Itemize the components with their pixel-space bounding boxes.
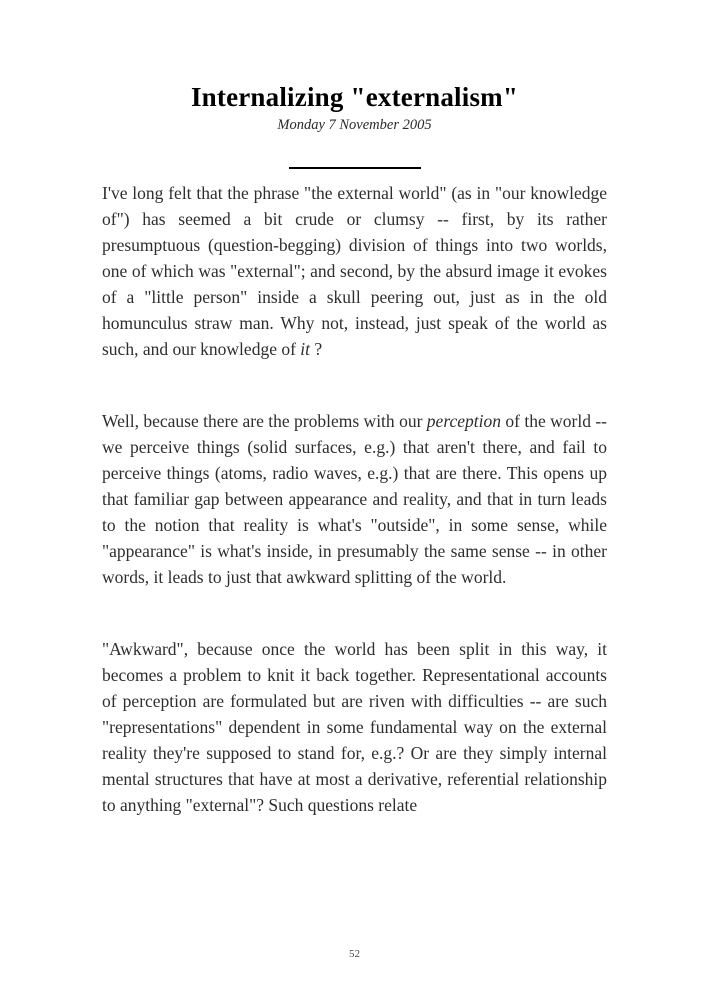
- article-body: [102, 169, 607, 818]
- paragraph: [102, 636, 607, 818]
- text-segment: "Awkward", because once the world has been split in this way, it becomes a problem to knit it back together. Representational accounts of perception are formulated but are riven with difficulties -- are such "representations" dependent in some fundamental way on the external reality they're supposed to stand for, e.g.? Or are they simply internal mental structures that have at most a derivative, referential relationship to anything "external"? Such questions relate: [102, 639, 607, 815]
- text-segment: ?: [310, 339, 323, 359]
- page-number: 52: [349, 948, 360, 960]
- emphasized-text: perception: [426, 411, 501, 431]
- text-segment: I've long felt that the phrase "the external world" (as in "our knowledge of") has seemed a bit crude or clumsy -- first, by its rather presumptuous (question-begging) division of things into two worlds, one of which was "external"; and second, by the absurd image it evokes of a "little person" inside a skull peering out, just as in the old homunculus straw man. Why not, instead, just speak of the world as such, and our knowledge of: [102, 183, 607, 359]
- text-segment: of the world -- we perceive things (solid surfaces, e.g.) that aren't there, and fail to perceive things (atoms, radio waves, e.g.) that are there. This opens up that familiar gap between appearance and reality, and that in turn leads to the notion that reality is what's "outside", in some sense, while "appearance" is what's inside, in presumably the same sense -- in other words, it leads to just that awkward splitting of the world.: [102, 411, 607, 587]
- emphasized-text: it: [300, 339, 311, 359]
- text-segment: Well, because there are the problems with our: [102, 411, 427, 431]
- paragraph: [102, 180, 607, 362]
- article-header: [0, 0, 709, 134]
- article-date: Monday 7 November 2005: [277, 117, 432, 133]
- paragraph: [102, 408, 607, 590]
- page-title: Internalizing "externalism": [190, 82, 519, 112]
